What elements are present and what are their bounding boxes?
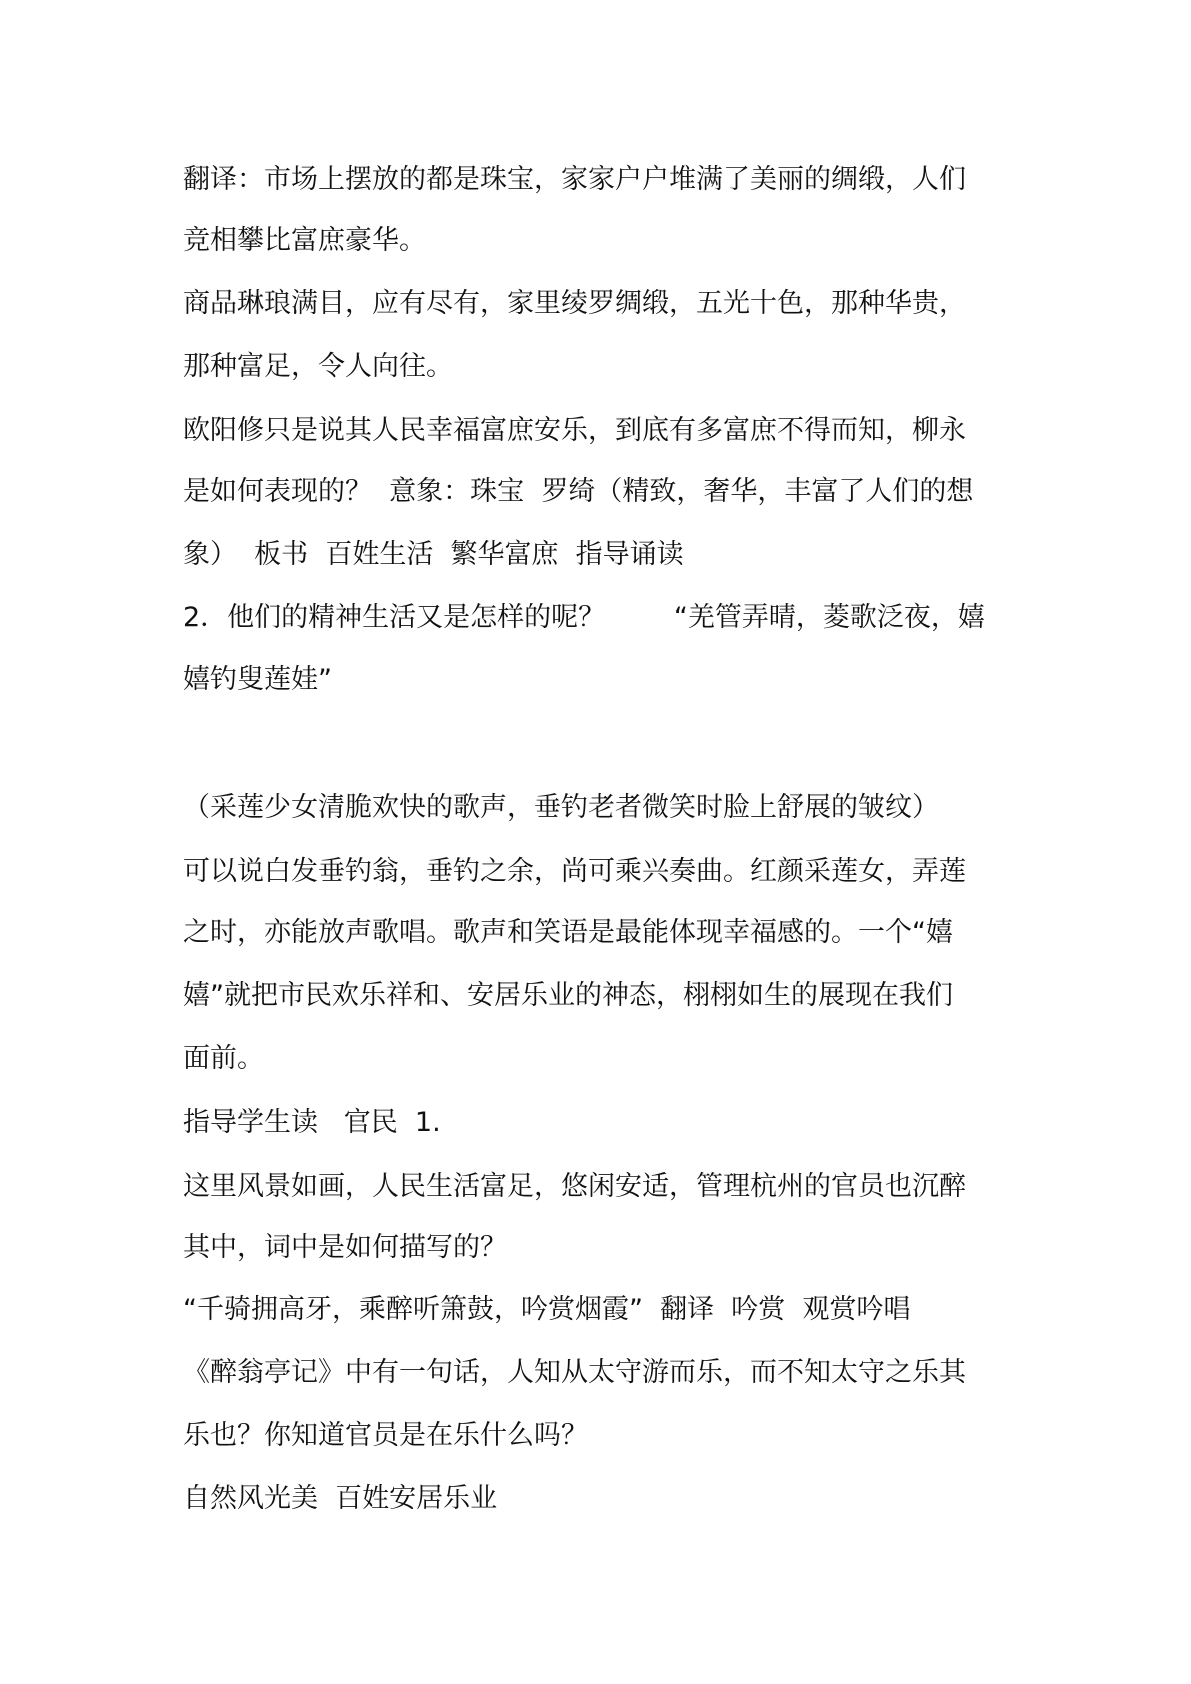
text-line-12: 之时，亦能放声歌唱。歌声和笑语是最能体现幸福感的。一个“嬉 (183, 917, 953, 948)
text-line-20: 乐也？你知道官员是在乐什么吗？ (183, 1420, 588, 1451)
text-line-16: 这里风景如画，人民生活富足，悠闲安适，管理杭州的官员也沉醉 (183, 1171, 966, 1202)
text-line-21: 自然风光美 百姓安居乐业 (183, 1483, 498, 1514)
text-line-19: 《醉翁亭记》中有一句话，人知从太守游而乐，而不知太守之乐其 (183, 1357, 966, 1388)
text-line-8: 2．他们的精神生活又是怎样的呢？ “羌管弄晴，菱歌泛夜，嬉 (183, 602, 985, 633)
text-line-17: 其中，词中是如何描写的？ (183, 1232, 507, 1263)
text-line-10: （采莲少女清脆欢快的歌声，垂钓老者微笑时脸上舒展的皱纹） (183, 792, 939, 823)
text-line-1: 翻译：市场上摆放的都是珠宝，家家户户堆满了美丽的绸缎，人们 (183, 164, 966, 195)
text-line-6: 是如何表现的？ 意象：珠宝 罗绮（精致，奢华，丰富了人们的想 (183, 476, 974, 507)
text-line-15: 指导学生读 官民 1. (183, 1107, 441, 1138)
text-line-13: 嬉”就把市民欢乐祥和、安居乐业的神态，栩栩如生的展现在我们 (183, 980, 953, 1011)
text-line-5: 欧阳修只是说其人民幸福富庶安乐，到底有多富庶不得而知，柳永 (183, 415, 966, 446)
text-line-2: 竞相攀比富庶豪华。 (183, 225, 426, 256)
text-line-14: 面前。 (183, 1043, 264, 1074)
text-line-18: “千骑拥高牙，乘醉听箫鼓，吟赏烟霞” 翻译 吟赏 观赏吟唱 (183, 1294, 911, 1325)
text-line-11: 可以说白发垂钓翁，垂钓之余，尚可乘兴奏曲。红颜采莲女，弄莲 (183, 856, 966, 887)
text-line-3: 商品琳琅满目，应有尽有，家里绫罗绸缎，五光十色，那种华贵， (183, 288, 966, 319)
text-line-9: 嬉钓叟莲娃” (183, 664, 332, 695)
text-line-7: 象） 板书 百姓生活 繁华富庶 指导诵读 (183, 539, 684, 570)
text-line-4: 那种富足，令人向往。 (183, 351, 453, 382)
